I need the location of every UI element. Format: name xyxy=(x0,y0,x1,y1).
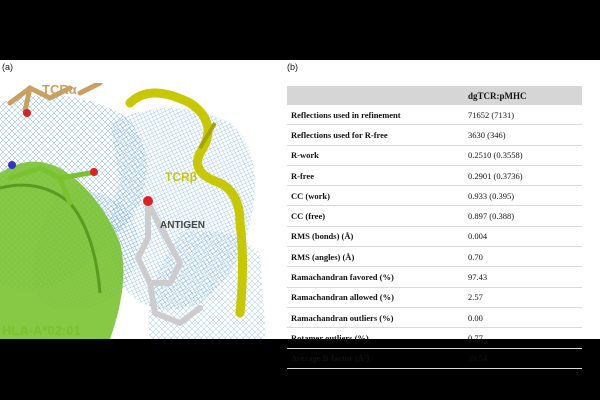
tcr-alpha-label: TCRα xyxy=(42,83,77,97)
table-row xyxy=(287,226,582,246)
panel-b-label: (b) xyxy=(287,62,298,72)
table-row xyxy=(287,287,582,307)
hla-label: HLA-A*02:01 xyxy=(2,323,81,338)
row-metric: R-free xyxy=(287,165,464,185)
row-value: 0.77 xyxy=(464,328,582,348)
table-row xyxy=(287,267,582,287)
row-metric: CC (free) xyxy=(287,206,464,226)
row-value: 0.004 xyxy=(464,226,582,246)
row-metric: Ramachandran outliers (%) xyxy=(287,307,464,327)
header-metric xyxy=(287,86,464,105)
tcr-alpha-oxygen xyxy=(23,109,31,117)
row-metric: Rotamer outliers (%) xyxy=(287,328,464,348)
structure-image xyxy=(0,83,266,339)
hla-nitrogen xyxy=(8,161,16,169)
row-metric: R-work xyxy=(287,145,464,165)
table-row xyxy=(287,206,582,226)
row-value: 3630 (346) xyxy=(464,125,582,145)
row-value: 0.2510 (0.3558) xyxy=(464,145,582,165)
table-row xyxy=(287,328,582,348)
antigen-label: ANTIGEN xyxy=(160,220,205,231)
row-metric: Reflections used in refinement xyxy=(287,105,464,125)
row-value: 97.43 xyxy=(464,267,582,287)
table-row xyxy=(287,247,582,267)
row-value: 0.00 xyxy=(464,307,582,327)
row-value: 2.57 xyxy=(464,287,582,307)
refinement-table-container xyxy=(287,86,582,369)
table-row xyxy=(287,165,582,185)
row-value: 39.54 xyxy=(464,348,582,368)
row-metric: Average B-factor (Å²) xyxy=(287,348,464,368)
row-value: 0.897 (0.388) xyxy=(464,206,582,226)
table-row xyxy=(287,348,582,368)
row-metric: Ramachandran favored (%) xyxy=(287,267,464,287)
row-metric: Reflections used for R-free xyxy=(287,125,464,145)
row-metric: CC (work) xyxy=(287,186,464,206)
table-header-row xyxy=(287,86,582,105)
table-row xyxy=(287,105,582,125)
table-row xyxy=(287,307,582,327)
row-value: 0.933 (0.395) xyxy=(464,186,582,206)
row-value: 0.2901 (0.3736) xyxy=(464,165,582,185)
row-metric: RMS (angles) (Å) xyxy=(287,247,464,267)
row-metric: RMS (bonds) (Å) xyxy=(287,226,464,246)
table-row xyxy=(287,125,582,145)
table-row xyxy=(287,145,582,165)
row-value: 71652 (7131) xyxy=(464,105,582,125)
table-row xyxy=(287,186,582,206)
header-value: dgTCR:pMHC xyxy=(464,86,582,105)
structure-illustration xyxy=(0,83,266,339)
refinement-statistics-table xyxy=(287,86,582,369)
antigen-oxygen xyxy=(143,196,153,206)
row-value: 0.70 xyxy=(464,247,582,267)
row-metric: Ramachandran allowed (%) xyxy=(287,287,464,307)
panel-a-label: (a) xyxy=(2,62,13,72)
tcr-beta-label: TCRβ xyxy=(165,170,197,184)
hla-oxygen xyxy=(90,168,98,176)
